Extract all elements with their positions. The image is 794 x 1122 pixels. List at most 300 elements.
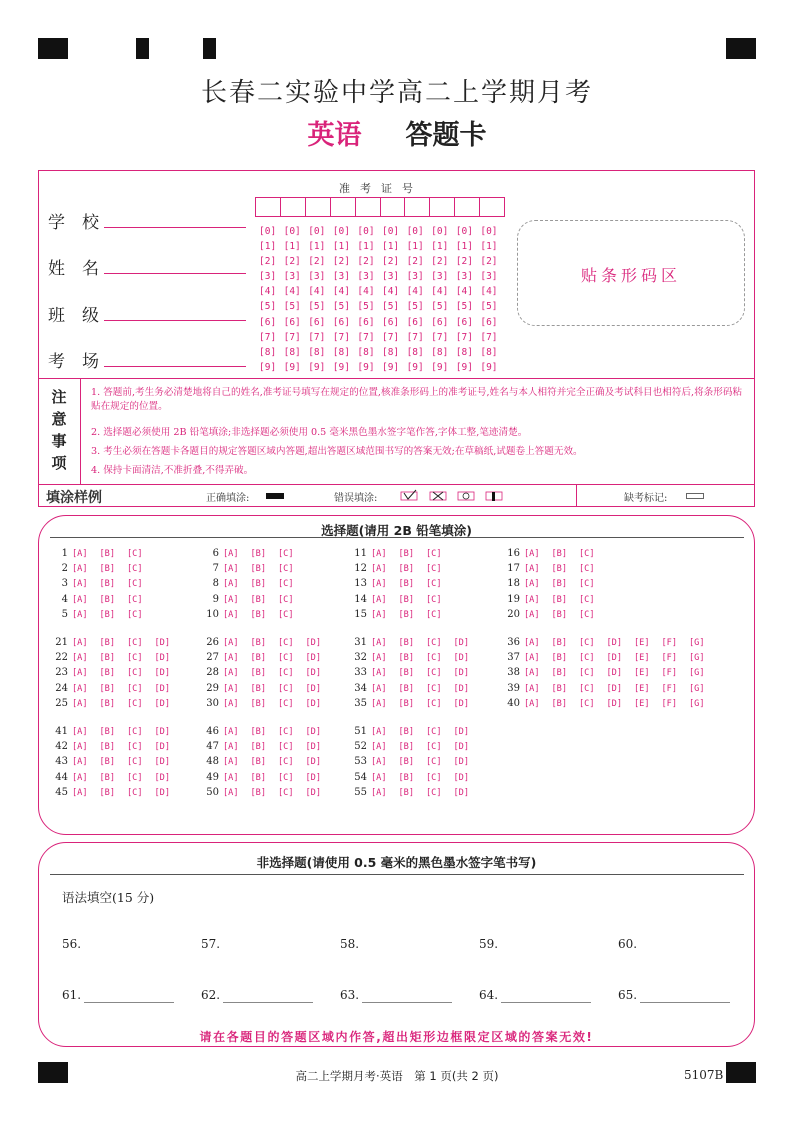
digit-bubble[interactable]: [5] [283, 301, 301, 313]
digit-bubble[interactable]: [2] [308, 256, 326, 268]
digit-bubble[interactable]: [3] [455, 271, 473, 283]
digit-bubble[interactable]: [6] [406, 316, 424, 328]
answer-bubble[interactable]: [D] [154, 772, 171, 783]
answer-bubble[interactable]: [C] [127, 549, 143, 559]
digit-bubble[interactable]: [5] [259, 301, 277, 313]
answer-bubble[interactable]: [D] [305, 727, 322, 737]
answer-bubble[interactable]: [A] [72, 757, 88, 768]
digit-bubble[interactable]: [0] [357, 226, 375, 237]
answer-bubble[interactable]: [B] [250, 609, 267, 620]
answer-bubble[interactable]: [A] [371, 757, 387, 768]
answer-bubble[interactable]: [A] [72, 787, 88, 798]
answer-bubble[interactable]: [D] [606, 653, 623, 664]
digit-bubble[interactable]: [7] [283, 331, 301, 343]
answer-bubble[interactable]: [C] [127, 594, 143, 605]
digit-bubble[interactable]: [9] [480, 361, 498, 373]
answer-bubble[interactable]: [A] [72, 742, 88, 753]
answer-bubble[interactable]: [B] [250, 579, 267, 590]
digit-bubble[interactable]: [3] [357, 271, 375, 283]
digit-bubble[interactable]: [0] [308, 226, 326, 237]
digit-bubble[interactable]: [8] [480, 346, 498, 358]
digit-bubble[interactable]: [8] [406, 346, 424, 358]
answer-bubble[interactable]: [G] [689, 638, 705, 648]
answer-bubble[interactable]: [C] [579, 683, 595, 694]
digit-bubble[interactable]: [3] [480, 271, 498, 283]
digit-bubble[interactable]: [8] [455, 346, 473, 358]
answer-bubble[interactable]: [A] [72, 668, 88, 679]
answer-bubble[interactable]: [A] [371, 772, 387, 783]
digit-bubble[interactable]: [8] [381, 346, 400, 358]
answer-bubble[interactable]: [C] [579, 638, 595, 648]
answer-bubble[interactable]: [C] [278, 727, 294, 737]
answer-bubble[interactable]: [G] [689, 683, 705, 694]
answer-bubble[interactable]: [C] [127, 609, 143, 620]
answer-bubble[interactable]: [C] [278, 638, 294, 648]
answer-bubble[interactable]: [F] [661, 698, 678, 709]
answer-bubble[interactable]: [C] [127, 564, 143, 575]
answer-bubble[interactable]: [D] [305, 772, 322, 783]
digit-bubble[interactable]: [5] [406, 301, 424, 313]
digit-bubble[interactable]: [6] [283, 316, 301, 328]
digit-bubble[interactable]: [1] [455, 241, 473, 253]
digit-bubble[interactable]: [0] [283, 226, 301, 237]
answer-bubble[interactable]: [C] [579, 549, 595, 559]
answer-bubble[interactable]: [B] [398, 564, 415, 575]
answer-bubble[interactable]: [B] [551, 683, 568, 694]
answer-bubble[interactable]: [D] [154, 683, 171, 694]
answer-bubble[interactable]: [B] [99, 638, 116, 648]
answer-bubble[interactable]: [B] [398, 757, 415, 768]
digit-bubble[interactable]: [9] [431, 361, 449, 373]
digit-bubble[interactable]: [6] [455, 316, 473, 328]
answer-bubble[interactable]: [C] [127, 668, 143, 679]
digit-bubble[interactable]: [7] [332, 331, 350, 343]
exam-id-bubble-grid[interactable] [259, 224, 505, 375]
school-field[interactable] [104, 227, 246, 228]
digit-bubble[interactable]: [4] [357, 286, 375, 298]
answer-bubble[interactable]: [C] [278, 772, 294, 783]
answer-bubble[interactable]: [A] [223, 609, 239, 620]
answer-bubble[interactable]: [D] [305, 683, 322, 694]
answer-bubble[interactable]: [D] [305, 742, 322, 753]
answer-bubble[interactable]: [G] [689, 698, 705, 709]
answer-bubble[interactable]: [D] [154, 698, 171, 709]
answer-bubble[interactable]: [G] [689, 668, 705, 679]
answer-bubble[interactable]: [C] [127, 683, 143, 694]
answer-bubble[interactable]: [C] [278, 668, 294, 679]
answer-bubble[interactable]: [E] [634, 698, 650, 709]
blank-answer-line[interactable] [362, 1002, 452, 1003]
answer-bubble[interactable]: [E] [634, 638, 650, 648]
digit-bubble[interactable]: [0] [431, 226, 449, 237]
name-field[interactable] [104, 273, 246, 274]
answer-bubble[interactable]: [D] [154, 668, 171, 679]
answer-bubble[interactable]: [A] [371, 594, 387, 605]
digit-bubble[interactable]: [2] [480, 256, 498, 268]
answer-bubble[interactable]: [D] [154, 787, 171, 798]
answer-bubble[interactable]: [C] [127, 772, 143, 783]
answer-bubble[interactable]: [B] [551, 638, 568, 648]
answer-bubble[interactable]: [A] [72, 609, 88, 620]
digit-bubble[interactable]: [8] [332, 346, 350, 358]
answer-bubble[interactable]: [D] [154, 638, 171, 648]
answer-bubble[interactable]: [A] [223, 579, 239, 590]
room-field[interactable] [104, 366, 246, 367]
answer-bubble[interactable]: [D] [305, 653, 322, 664]
answer-bubble[interactable]: [D] [305, 698, 322, 709]
digit-bubble[interactable]: [0] [406, 226, 424, 237]
answer-bubble[interactable]: [D] [453, 757, 470, 768]
digit-bubble[interactable]: [7] [431, 331, 449, 343]
answer-bubble[interactable]: [A] [524, 609, 540, 620]
answer-bubble[interactable]: [A] [72, 594, 88, 605]
answer-bubble[interactable]: [A] [524, 653, 540, 664]
answer-bubble[interactable]: [C] [579, 668, 595, 679]
answer-bubble[interactable]: [B] [250, 742, 267, 753]
answer-bubble[interactable]: [A] [371, 579, 387, 590]
answer-bubble[interactable]: [A] [371, 698, 387, 709]
answer-bubble[interactable]: [D] [453, 787, 470, 798]
answer-bubble[interactable]: [C] [278, 609, 294, 620]
class-field[interactable] [104, 320, 246, 321]
digit-bubble[interactable]: [1] [381, 241, 400, 253]
digit-bubble[interactable]: [1] [406, 241, 424, 253]
digit-bubble[interactable]: [3] [381, 271, 400, 283]
digit-bubble[interactable]: [6] [332, 316, 350, 328]
answer-bubble[interactable]: [C] [426, 609, 442, 620]
answer-bubble[interactable]: [C] [579, 653, 595, 664]
answer-bubble[interactable]: [B] [250, 594, 267, 605]
digit-bubble[interactable]: [3] [431, 271, 449, 283]
answer-bubble[interactable]: [A] [72, 638, 88, 648]
digit-bubble[interactable]: [8] [431, 346, 449, 358]
answer-bubble[interactable]: [B] [99, 683, 116, 694]
answer-bubble[interactable]: [C] [127, 579, 143, 590]
answer-bubble[interactable]: [D] [606, 698, 623, 709]
digit-bubble[interactable]: [1] [480, 241, 498, 253]
answer-bubble[interactable]: [A] [223, 683, 239, 694]
blank-answer-line[interactable] [640, 1002, 730, 1003]
digit-bubble[interactable]: [4] [406, 286, 424, 298]
digit-bubble[interactable]: [8] [308, 346, 326, 358]
answer-bubble[interactable]: [B] [398, 683, 415, 694]
answer-bubble[interactable]: [C] [278, 579, 294, 590]
digit-bubble[interactable]: [4] [308, 286, 326, 298]
digit-bubble[interactable]: [2] [283, 256, 301, 268]
answer-bubble[interactable]: [A] [223, 787, 239, 798]
answer-bubble[interactable]: [A] [524, 549, 540, 559]
digit-bubble[interactable]: [4] [480, 286, 498, 298]
answer-bubble[interactable]: [A] [371, 638, 387, 648]
digit-bubble[interactable]: [5] [480, 301, 498, 313]
answer-bubble[interactable]: [D] [154, 727, 171, 737]
digit-bubble[interactable]: [2] [332, 256, 350, 268]
answer-bubble[interactable]: [A] [524, 579, 540, 590]
answer-bubble[interactable]: [A] [524, 564, 540, 575]
answer-bubble[interactable]: [B] [250, 787, 267, 798]
answer-bubble[interactable]: [B] [250, 757, 267, 768]
answer-bubble[interactable]: [A] [72, 549, 88, 559]
digit-bubble[interactable]: [3] [283, 271, 301, 283]
answer-bubble[interactable]: [C] [278, 787, 294, 798]
digit-bubble[interactable]: [0] [455, 226, 473, 237]
digit-bubble[interactable]: [9] [455, 361, 473, 373]
answer-bubble[interactable]: [C] [426, 668, 442, 679]
answer-bubble[interactable]: [C] [426, 564, 442, 575]
answer-bubble[interactable]: [F] [661, 683, 678, 694]
answer-bubble[interactable]: [C] [426, 698, 442, 709]
answer-bubble[interactable]: [B] [99, 579, 116, 590]
digit-bubble[interactable]: [5] [381, 301, 400, 313]
answer-bubble[interactable]: [D] [606, 683, 623, 694]
answer-bubble[interactable]: [B] [551, 653, 568, 664]
answer-bubble[interactable]: [A] [223, 668, 239, 679]
answer-bubble[interactable]: [A] [72, 772, 88, 783]
digit-bubble[interactable]: [4] [283, 286, 301, 298]
digit-bubble[interactable]: [9] [259, 361, 277, 373]
answer-bubble[interactable]: [D] [453, 683, 470, 694]
answer-bubble[interactable]: [C] [127, 727, 143, 737]
digit-bubble[interactable]: [1] [259, 241, 277, 253]
answer-bubble[interactable]: [C] [278, 683, 294, 694]
answer-bubble[interactable]: [C] [127, 757, 143, 768]
answer-bubble[interactable]: [B] [99, 787, 116, 798]
digit-bubble[interactable]: [8] [259, 346, 277, 358]
answer-bubble[interactable]: [D] [453, 668, 470, 679]
answer-bubble[interactable]: [B] [99, 742, 116, 753]
answer-bubble[interactable]: [F] [661, 668, 678, 679]
digit-bubble[interactable]: [7] [480, 331, 498, 343]
answer-bubble[interactable]: [B] [99, 772, 116, 783]
digit-bubble[interactable]: [1] [431, 241, 449, 253]
digit-bubble[interactable]: [6] [259, 316, 277, 328]
answer-bubble[interactable]: [C] [426, 653, 442, 664]
digit-bubble[interactable]: [3] [308, 271, 326, 283]
answer-bubble[interactable]: [A] [223, 638, 239, 648]
answer-bubble[interactable]: [E] [634, 653, 650, 664]
answer-bubble[interactable]: [C] [426, 549, 442, 559]
answer-bubble[interactable]: [A] [371, 787, 387, 798]
digit-bubble[interactable]: [7] [308, 331, 326, 343]
answer-bubble[interactable]: [A] [72, 727, 88, 737]
digit-bubble[interactable]: [4] [455, 286, 473, 298]
answer-bubble[interactable]: [A] [223, 772, 239, 783]
answer-bubble[interactable]: [A] [72, 564, 88, 575]
answer-bubble[interactable]: [D] [305, 668, 322, 679]
answer-bubble[interactable]: [D] [154, 757, 171, 768]
blank-answer-line[interactable] [223, 1002, 313, 1003]
answer-bubble[interactable]: [D] [154, 653, 171, 664]
answer-bubble[interactable]: [A] [371, 564, 387, 575]
answer-bubble[interactable]: [C] [127, 787, 143, 798]
answer-bubble[interactable]: [D] [453, 638, 470, 648]
answer-bubble[interactable]: [C] [426, 727, 442, 737]
answer-bubble[interactable]: [E] [634, 683, 650, 694]
answer-bubble[interactable]: [C] [278, 564, 294, 575]
answer-bubble[interactable]: [D] [305, 638, 322, 648]
answer-bubble[interactable]: [B] [250, 638, 267, 648]
digit-bubble[interactable]: [5] [431, 301, 449, 313]
digit-bubble[interactable]: [5] [308, 301, 326, 313]
answer-bubble[interactable]: [B] [551, 609, 568, 620]
answer-bubble[interactable]: [C] [426, 787, 442, 798]
answer-bubble[interactable]: [A] [524, 698, 540, 709]
digit-bubble[interactable]: [9] [406, 361, 424, 373]
digit-bubble[interactable]: [5] [357, 301, 375, 313]
answer-bubble[interactable]: [A] [223, 594, 239, 605]
digit-bubble[interactable]: [1] [308, 241, 326, 253]
answer-bubble[interactable]: [B] [99, 594, 116, 605]
answer-bubble[interactable]: [D] [305, 787, 322, 798]
answer-bubble[interactable]: [B] [551, 549, 568, 559]
answer-bubble[interactable]: [B] [398, 653, 415, 664]
digit-bubble[interactable]: [9] [357, 361, 375, 373]
digit-bubble[interactable]: [7] [406, 331, 424, 343]
answer-bubble[interactable]: [B] [398, 638, 415, 648]
digit-bubble[interactable]: [1] [332, 241, 350, 253]
answer-bubble[interactable]: [C] [426, 757, 442, 768]
answer-bubble[interactable]: [A] [223, 757, 239, 768]
answer-bubble[interactable]: [A] [72, 698, 88, 709]
digit-bubble[interactable]: [6] [308, 316, 326, 328]
blank-answer-line[interactable] [501, 1002, 591, 1003]
answer-bubble[interactable]: [A] [72, 579, 88, 590]
answer-bubble[interactable]: [A] [72, 653, 88, 664]
answer-bubble[interactable]: [A] [223, 549, 239, 559]
answer-bubble[interactable]: [D] [453, 698, 470, 709]
answer-bubble[interactable]: [A] [223, 564, 239, 575]
answer-bubble[interactable]: [B] [398, 727, 415, 737]
answer-bubble[interactable]: [D] [606, 638, 623, 648]
digit-bubble[interactable]: [9] [308, 361, 326, 373]
digit-bubble[interactable]: [3] [406, 271, 424, 283]
answer-bubble[interactable]: [D] [453, 727, 470, 737]
answer-bubble[interactable]: [G] [689, 653, 705, 664]
answer-bubble[interactable]: [B] [99, 668, 116, 679]
blank-answer-line[interactable] [84, 1002, 174, 1003]
absent-mark-box[interactable] [686, 493, 704, 499]
answer-bubble[interactable]: [C] [426, 638, 442, 648]
digit-bubble[interactable]: [9] [332, 361, 350, 373]
digit-bubble[interactable]: [2] [431, 256, 449, 268]
answer-bubble[interactable]: [B] [398, 772, 415, 783]
answer-bubble[interactable]: [C] [426, 579, 442, 590]
answer-bubble[interactable]: [A] [371, 549, 387, 559]
answer-bubble[interactable]: [C] [278, 549, 294, 559]
answer-bubble[interactable]: [A] [72, 683, 88, 694]
answer-bubble[interactable]: [A] [371, 727, 387, 737]
answer-bubble[interactable]: [B] [99, 727, 116, 737]
digit-bubble[interactable]: [5] [332, 301, 350, 313]
answer-bubble[interactable]: [A] [524, 668, 540, 679]
digit-bubble[interactable]: [1] [283, 241, 301, 253]
digit-bubble[interactable]: [7] [259, 331, 277, 343]
answer-bubble[interactable]: [B] [398, 609, 415, 620]
answer-bubble[interactable]: [B] [250, 683, 267, 694]
answer-bubble[interactable]: [C] [579, 579, 595, 590]
answer-bubble[interactable]: [C] [127, 698, 143, 709]
digit-bubble[interactable]: [5] [455, 301, 473, 313]
digit-bubble[interactable]: [2] [259, 256, 277, 268]
answer-bubble[interactable]: [B] [99, 653, 116, 664]
answer-bubble[interactable]: [B] [250, 698, 267, 709]
answer-bubble[interactable]: [E] [634, 668, 650, 679]
answer-bubble[interactable]: [A] [371, 668, 387, 679]
digit-bubble[interactable]: [8] [357, 346, 375, 358]
answer-bubble[interactable]: [A] [223, 653, 239, 664]
answer-bubble[interactable]: [B] [250, 772, 267, 783]
answer-bubble[interactable]: [B] [99, 757, 116, 768]
answer-bubble[interactable]: [C] [579, 564, 595, 575]
digit-bubble[interactable]: [4] [381, 286, 400, 298]
digit-bubble[interactable]: [4] [332, 286, 350, 298]
answer-bubble[interactable]: [B] [551, 698, 568, 709]
answer-bubble[interactable]: [B] [250, 564, 267, 575]
answer-bubble[interactable]: [C] [127, 638, 143, 648]
digit-bubble[interactable]: [1] [357, 241, 375, 253]
answer-bubble[interactable]: [D] [154, 742, 171, 753]
answer-bubble[interactable]: [A] [524, 683, 540, 694]
digit-bubble[interactable]: [7] [381, 331, 400, 343]
digit-bubble[interactable]: [2] [381, 256, 400, 268]
answer-bubble[interactable]: [C] [426, 772, 442, 783]
answer-bubble[interactable]: [C] [127, 653, 143, 664]
digit-bubble[interactable]: [0] [332, 226, 350, 237]
answer-bubble[interactable]: [B] [99, 564, 116, 575]
answer-bubble[interactable]: [C] [278, 698, 294, 709]
digit-bubble[interactable]: [6] [381, 316, 400, 328]
digit-bubble[interactable]: [8] [283, 346, 301, 358]
digit-bubble[interactable]: [4] [259, 286, 277, 298]
digit-bubble[interactable]: [6] [431, 316, 449, 328]
answer-bubble[interactable]: [C] [426, 683, 442, 694]
answer-bubble[interactable]: [F] [661, 653, 678, 664]
answer-bubble[interactable]: [C] [278, 757, 294, 768]
answer-bubble[interactable]: [B] [398, 668, 415, 679]
answer-bubble[interactable]: [C] [579, 609, 595, 620]
answer-bubble[interactable]: [B] [99, 609, 116, 620]
digit-bubble[interactable]: [6] [480, 316, 498, 328]
digit-bubble[interactable]: [9] [283, 361, 301, 373]
digit-bubble[interactable]: [3] [332, 271, 350, 283]
digit-bubble[interactable]: [0] [381, 226, 400, 237]
answer-bubble[interactable]: [C] [579, 698, 595, 709]
answer-bubble[interactable]: [B] [398, 698, 415, 709]
digit-bubble[interactable]: [9] [381, 361, 400, 373]
digit-bubble[interactable]: [2] [455, 256, 473, 268]
answer-bubble[interactable]: [C] [426, 742, 442, 753]
answer-bubble[interactable]: [B] [99, 698, 116, 709]
answer-bubble[interactable]: [C] [579, 594, 595, 605]
digit-bubble[interactable]: [0] [259, 226, 277, 237]
answer-bubble[interactable]: [F] [661, 638, 678, 648]
answer-bubble[interactable]: [A] [371, 609, 387, 620]
answer-bubble[interactable]: [B] [551, 594, 568, 605]
answer-bubble[interactable]: [A] [223, 742, 239, 753]
answer-bubble[interactable]: [C] [127, 742, 143, 753]
answer-bubble[interactable]: [D] [606, 668, 623, 679]
answer-bubble[interactable]: [C] [278, 594, 294, 605]
answer-bubble[interactable]: [B] [250, 549, 267, 559]
answer-bubble[interactable]: [B] [398, 549, 415, 559]
answer-bubble[interactable]: [C] [278, 742, 294, 753]
exam-id-boxes[interactable] [255, 197, 505, 217]
answer-bubble[interactable]: [B] [250, 668, 267, 679]
answer-bubble[interactable]: [A] [524, 638, 540, 648]
answer-bubble[interactable]: [A] [371, 653, 387, 664]
answer-bubble[interactable]: [B] [250, 653, 267, 664]
answer-bubble[interactable]: [B] [99, 549, 116, 559]
